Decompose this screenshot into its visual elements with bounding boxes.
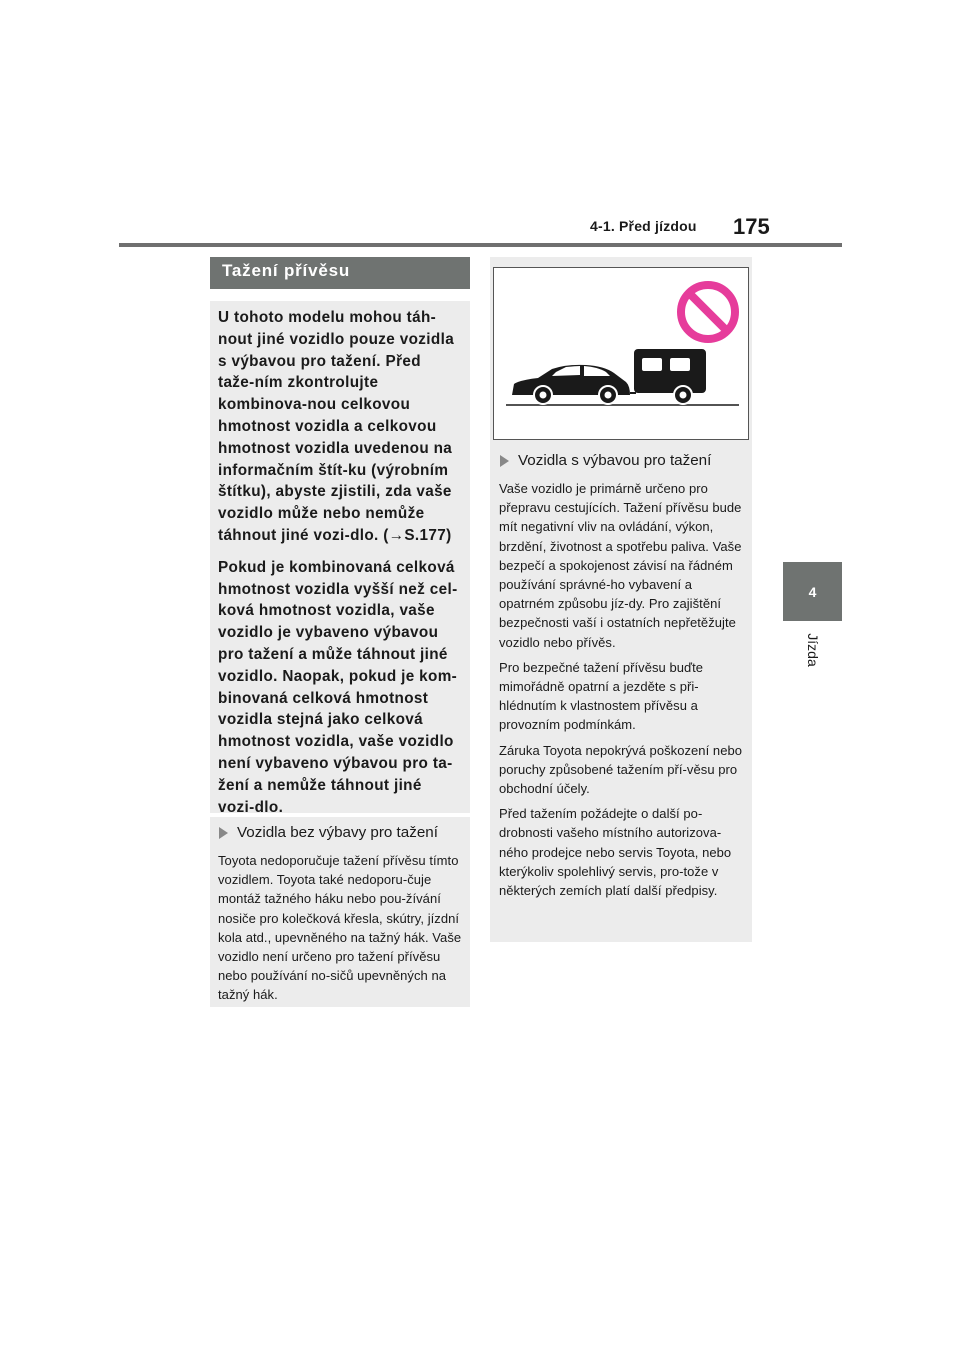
without-towing-heading — [218, 823, 462, 843]
with-towing-paragraph: Před tažením požádejte o další po-drobnosti vašeho místního autorizova-ného prodejce nebo servis Toyota, nebo kterýkoliv spolehlivý servis, pro-tože v některých zemích platí další předpisy. — [499, 806, 732, 899]
left-column — [210, 257, 470, 1007]
prohibition-icon — [681, 285, 735, 339]
towing-illustration-svg — [494, 268, 748, 439]
without-towing-box — [210, 817, 470, 1007]
chapter-tab: 4 — [783, 562, 842, 621]
header-divider — [119, 243, 842, 247]
chapter-tab-label — [783, 625, 842, 675]
without-towing-heading-text: Vozidla bez výbavy pro tažení — [237, 824, 438, 841]
right-column — [490, 257, 752, 942]
with-towing-paragraph: Vaše vozidlo je primárně určeno pro přepravu cestujících. Tažení přívěsu bude mít negativní vliv na ovládání, výkon, brzdění, životnost a spotřebu paliva. Vaše bezpečí a spokojenost závisí na řádném používání správné-ho vybavení a opatrném způsobu jíz-dy. Pro zajištění bezpečnosti vaší i ostatních nepřetěžujte vozidlo nebo přívěs. — [499, 481, 742, 650]
triangle-bullet-icon — [500, 455, 509, 467]
intro-box — [210, 301, 470, 816]
car-icon — [512, 365, 636, 404]
with-towing-heading-text: Vozidla s výbavou pro tažení — [518, 452, 712, 469]
trailer-icon — [634, 349, 706, 404]
towing-illustration — [493, 267, 749, 440]
page-number: 175 — [733, 214, 770, 239]
with-towing-paragraph: Záruka Toyota nepokrývá poškození nebo poruchy způsobené tažením pří-věsu pro obchodní účely. — [499, 742, 743, 797]
intro-paragraph: U tohoto modelu mohou táh-nout jiné vozidlo pouze vozidla s výbavou pro tažení. Před tažе-ním zkontrolujte kombinova-nou celkovou hmotnost vozidla a celkovou hmotnost vozidla uvedenou na informačním štít-ku (výrobním štítku), abyste zjistili, zda vaše vozidlo může nebo nemůže táhnout jiné vozi-dlo. (→S.177) — [218, 309, 455, 544]
header-section-title: 4-1. Před jízdou — [590, 218, 697, 234]
with-towing-section — [499, 451, 747, 900]
with-towing-heading — [499, 451, 747, 471]
chapter-label-text: Jízda — [804, 633, 821, 667]
without-towing-text: Toyota nedoporučuje tažení přívěsu tímto vozidlem. Toyota také nedoporu-čuje montáž tažného háku nebo pou-žívání nosiče pro kolečková křesla, skútry, jízdní kola atd., upevněného na tažný hák. Vaše vozidlo není určeno pro tažení přívěsu nebo používání no-sičů upevněných na tažný hák. — [218, 853, 462, 1003]
with-towing-paragraph: Pro bezpečné tažení přívěsu buďte mimořádně opatrní a jezděte s při-hlédnutím k vlastnostem přívěsu a provozním podmínkám. — [499, 659, 704, 733]
intro-paragraph: Pokud je kombinovaná celková hmotnost vozidla vyšší než cel-ková hmotnost vozidla, vaše vozidlo je vybaveno výbavou pro tažení a může táhnout jiné vozidlo. Naopak, pokud je kom-binovaná celková hmotnost vozidla stejná jako celková hmotnost vozidla, vaše vozidlo není vybaveno výbavou pro ta-žení a nemůže táhnout jiné vozi-dlo. — [218, 558, 458, 816]
triangle-bullet-icon — [219, 827, 228, 839]
section-title: Tažení přívěsu — [210, 257, 470, 289]
